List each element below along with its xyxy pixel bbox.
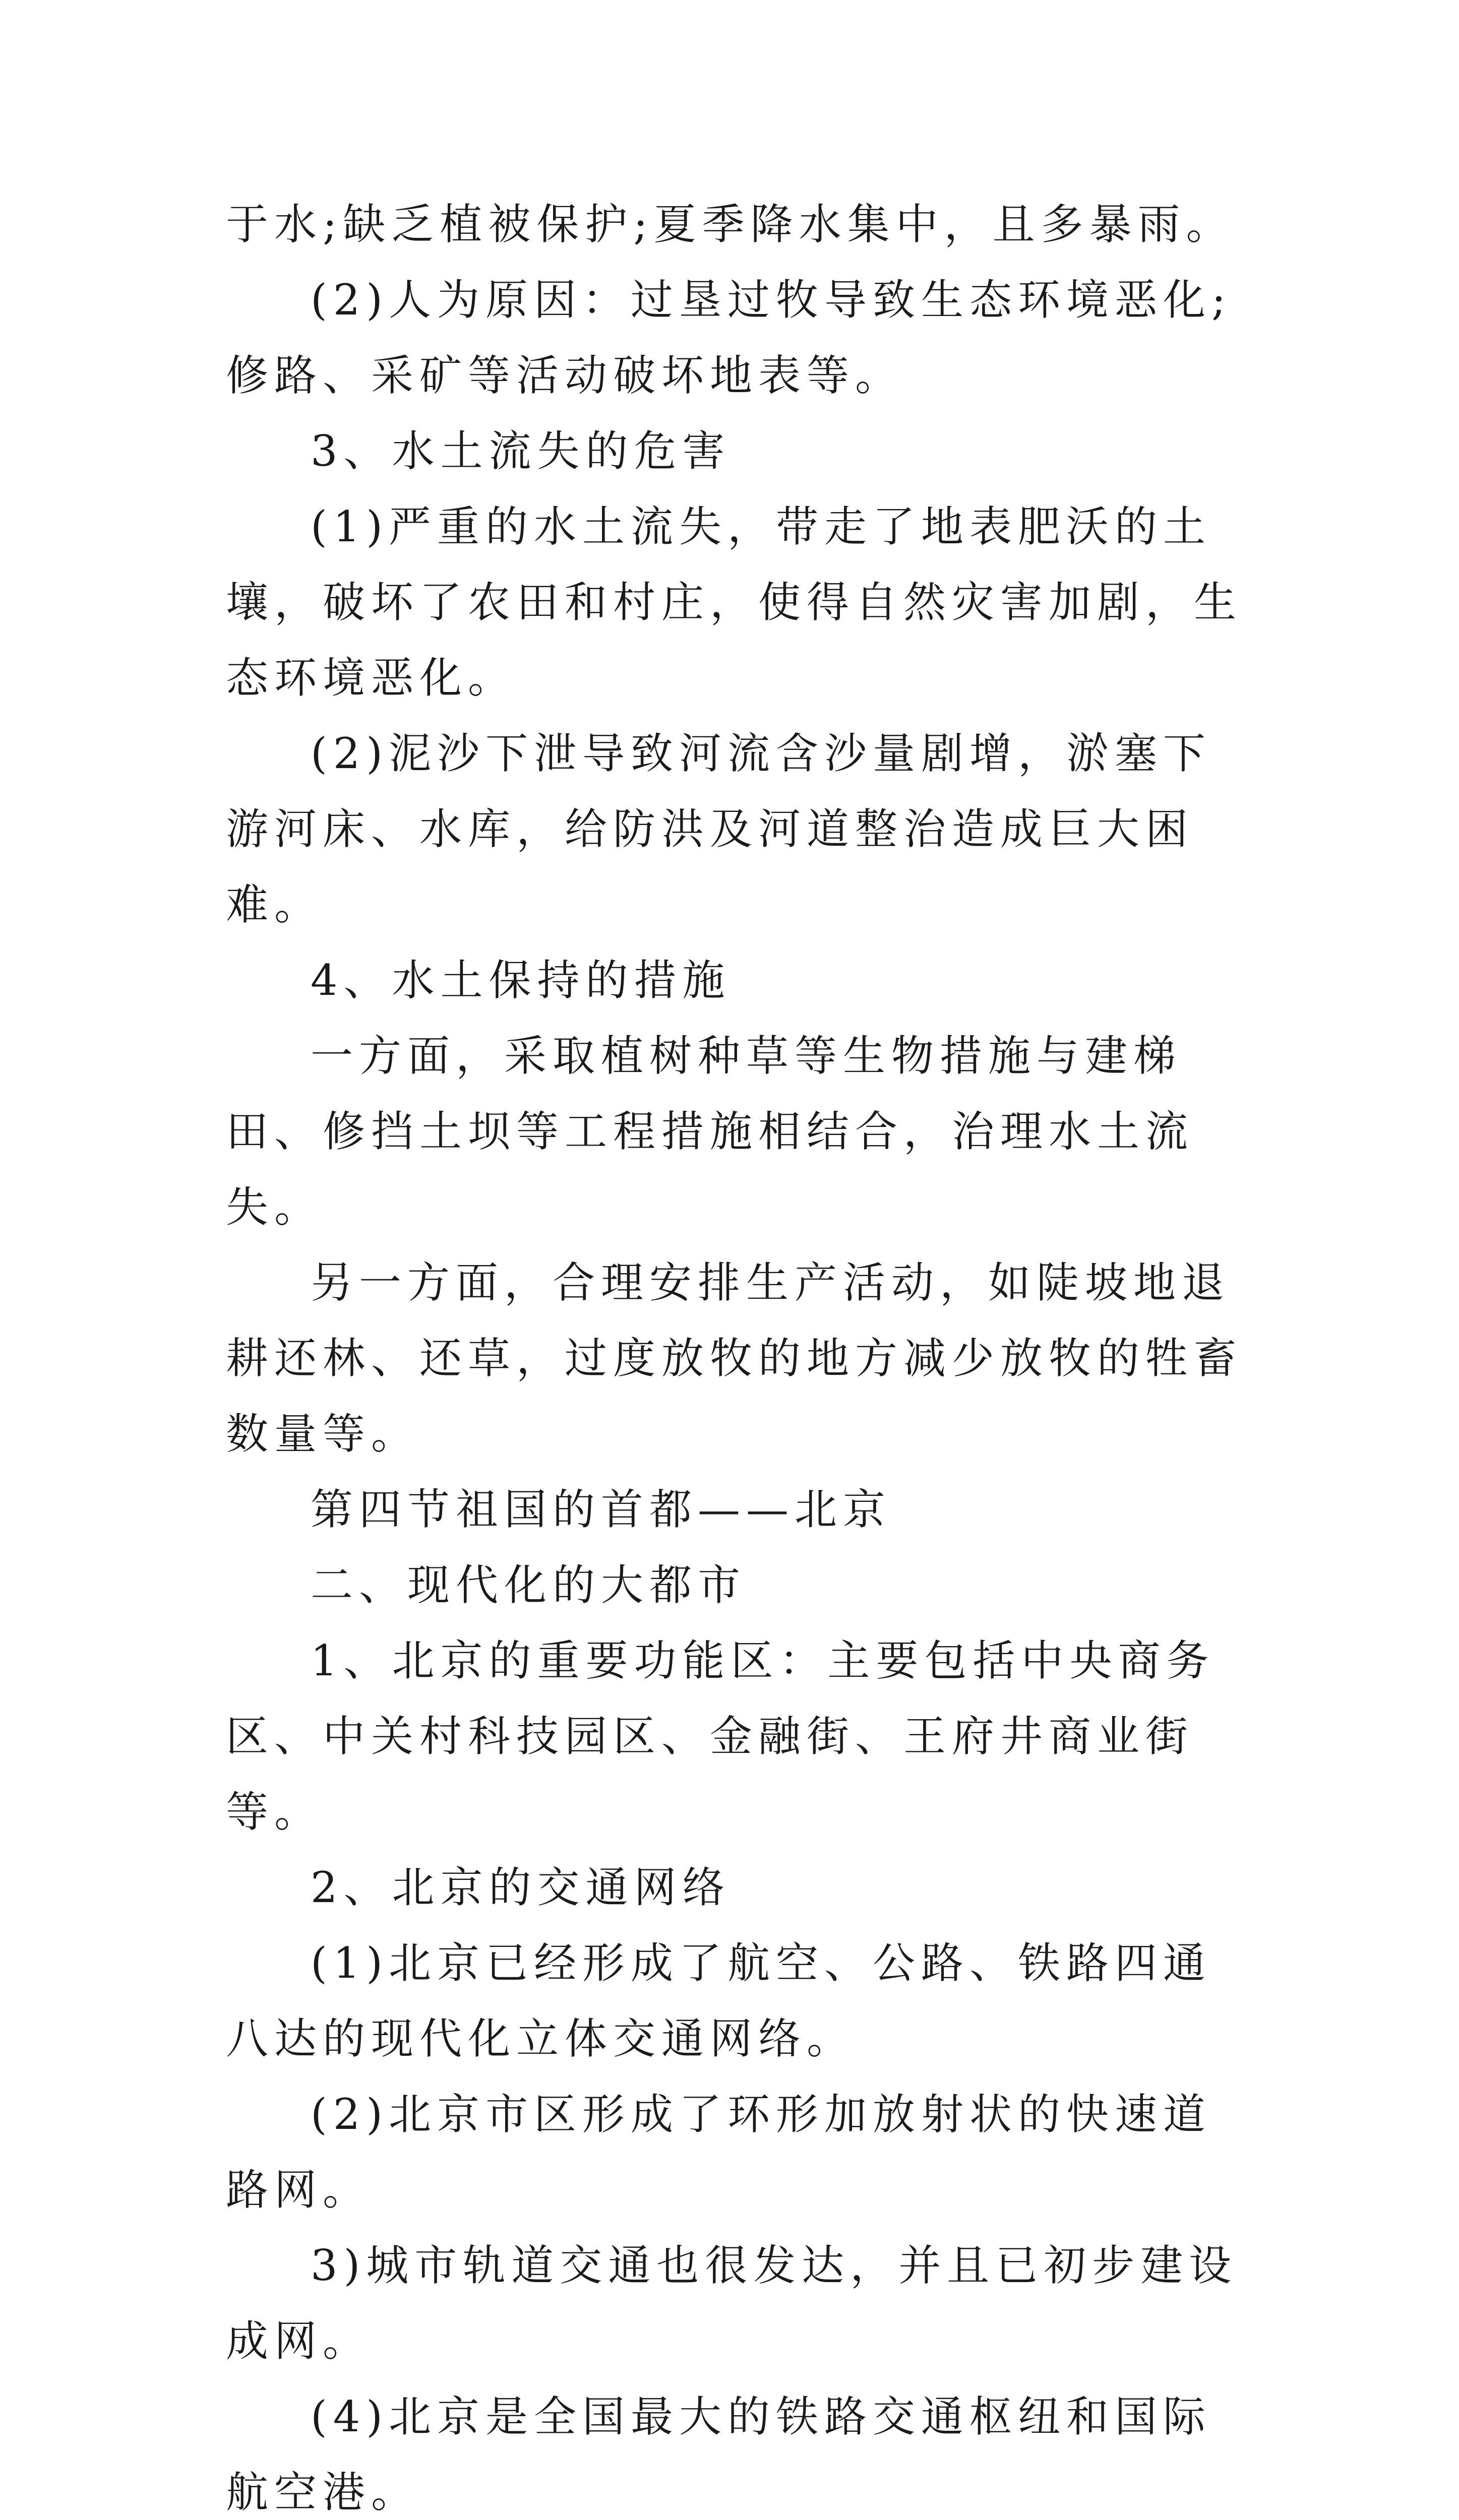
paragraph: (2)泥沙下泄导致河流含沙量剧增，淤塞下游河床、水库，给防洪及河道整治造成巨大困难。 <box>226 729 1211 929</box>
paragraph: (1)严重的水土流失，带走了地表肥沃的土壤，破坏了农田和村庄，使得自然灾害加剧，生态环境恶化。 <box>226 502 1243 703</box>
section-heading: 4、水土保持的措施 <box>311 956 731 1005</box>
section-heading: 3、水土流失的危害 <box>311 426 731 476</box>
paragraph: 一方面，采取植树种草等生物措施与建梯田、修挡土坝等工程措施相结合，治理水土流失。 <box>226 1031 1194 1232</box>
chapter-heading: 第四节祖国的首都——北京 <box>311 1485 892 1534</box>
paragraph: (1)北京已经形成了航空、公路、铁路四通八达的现代化立体交通网络。 <box>226 1938 1211 2063</box>
paragraph: (2)人为原因：过垦过牧导致生态环境恶化;修路、采矿等活动破坏地表等。 <box>226 275 1232 400</box>
paragraph: 3)城市轨道交通也很发达，并且已初步建设成网。 <box>226 2241 1238 2366</box>
section-heading: 二、现代化的大都市 <box>311 1560 747 1610</box>
paragraph: 另一方面，合理安排生产活动，如陡坡地退耕还林、还草，过度放牧的地方减少放牧的牲畜数量等。 <box>226 1258 1243 1459</box>
document-body <box>226 186 1254 2520</box>
paragraph: 1、北京的重要功能区：主要包括中央商务区、中关村科技园区、金融街、王府井商业街等。 <box>226 1636 1215 1837</box>
paragraph: (4)北京是全国最大的铁路交通枢纽和国际航空港。 <box>226 2392 1211 2517</box>
section-heading: 2、北京的交通网络 <box>311 1863 731 1912</box>
paragraph: (2)北京市区形成了环形加放射状的快速道路网。 <box>226 2090 1211 2215</box>
paragraph: 于水;缺乏植被保护;夏季降水集中，且多暴雨。 <box>226 200 1235 249</box>
